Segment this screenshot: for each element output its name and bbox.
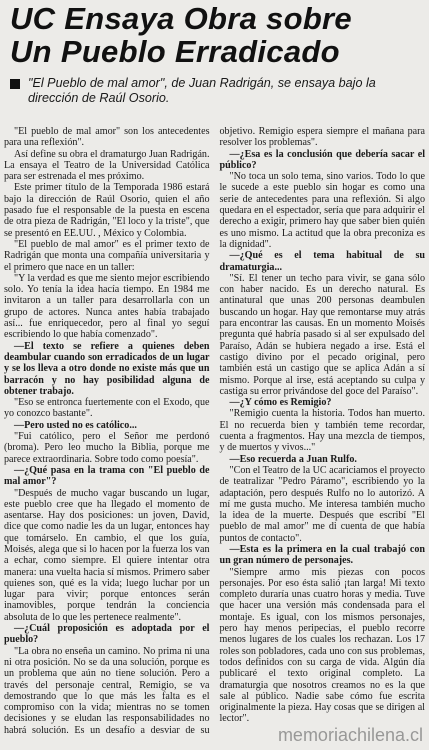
body-paragraph: "Siempre armo mis piezas con pocos personajes. Por eso ésta salió ¡tan larga! Mi texto completo duraría unas cuatro horas y media. Tuve que hacer una versión más condensada para el montaje. Es igual, con los mismos personajes, pero hay menos peripecias, el pueblo recorre menos lugares de los cuales los rechazan. Los 17 roles son pobladores, cada uno con sus problemas, todos definidos con su carga de vida. Algún día publicaré el texto original completo. La dramaturgia que nosotros creamos no es la que sale al público. Nadie sabe cómo fue escrita originalmente la pieza. Hay cosas que se dirigen al lector".: [219, 566, 425, 725]
body-paragraph: "La obra no enseña un camino. No prima ni una ni otra posición. No se da una solución, porque es un problema que aún no tiene solución. Pero a través del personaje central, Remigio, se va demostrando que lo que más les falta es el compromiso con la vida; mientras no se tomen decisiones y se eludan las responsabilidades no habrá solución. Es un desafío a desviar de su objetivo. Remigio espera siempre el mañana para resolver los problemas".: [4, 126, 425, 736]
article-body: [4, 126, 425, 742]
body-paragraph: "Remigio cuenta la historia. Todos han muerto. El no recuerda bien y también teme recordar, cuenta a fragmentos. Hay una mezcla de tiempos, y de muertos y vivos...": [219, 408, 425, 454]
body-paragraph: "El pueblo de mal amor" son los antecedentes para una reflexión".: [4, 126, 210, 149]
interview-question: —¿Qué pasa en la trama con "El pueblo de mal amor"?: [4, 464, 210, 488]
body-paragraph: "El pueblo de mal amor" es el primer texto de Radrigán que monta una compañía universitaria y el primero que nace en un taller:: [4, 238, 210, 273]
body-paragraph: "Y la verdad es que me siento mejor escribiendo solo. Yo tenía la idea hacía tiempo. En 1984 me invitaron a un taller para desarrollarla con un grupo de actores. Nunca antes había trabajado así... fue enriquecedor, pero al final yo seguí escribiendo lo que había comenzado".: [4, 272, 210, 341]
interview-question: —Esta es la primera en la cual trabajó con un gran número de personajes.: [219, 543, 425, 567]
interview-question: —¿Qué es el tema habitual de su dramaturgia...: [219, 250, 425, 273]
interview-question: —El texto se refiere a quienes deben deambular cuando son erradicados de un lugar y se los lleva a otro donde no existe más que un barracón y no hay posibilidad alguna de obtener trabajo.: [4, 340, 210, 397]
headline: [10, 2, 423, 68]
body-paragraph: "No toca un solo tema, sino varios. Todo lo que le sucede a este pueblo sin hogar es como una serie de antecedentes para una reflexión. Si algo quedara en el espectador, sería que para adquirir el derecho a exigir, primero hay que saber bien quién es uno mismo. La actitud que la obra preconiza es la dignidad".: [219, 171, 425, 250]
interview-question: —Pero usted no es católico...: [14, 419, 137, 431]
interview-question: —¿Y cómo es Remigio?: [229, 397, 332, 409]
interview-question: —¿Cuál proposición es adoptada por el pueblo?: [4, 623, 210, 646]
body-paragraph: "Fui católico, pero el Señor me perdonó (broma). Pero leo mucho la Biblia, porque me parece extraordinaria. Sobre todo como poesía".: [4, 431, 210, 465]
headline-line-1: UC Ensaya Obra sobre: [10, 1, 352, 36]
body-paragraph: "Sí. El tener un techo para vivir, se gana sólo con haber nacido. Es un derecho natural. Es antinatural que unas 200 personas deambulen buscando un hogar. Hay que remontarse muy atrás para encontrar las causas. En un momento Moisés pregunta qué habría pasado si al ser expulsado del Paraíso, Adán se hubiera negado a irse. Está el castigo divino por el pecado original, pero también está un castigo que se aplica Adán a sí mismo. Porque al irse, está aceptando su culpa y castiga su error privándose del goce del Paraíso".: [219, 272, 425, 397]
headline-line-2: Un Pueblo Erradicado: [10, 34, 340, 69]
body-paragraph: Así define su obra el dramaturgo Juan Radrigán. La ensaya el Teatro de la Universidad Católica para ser estrenada el mes próximo.: [4, 148, 210, 183]
body-paragraph: "Después de mucho vagar buscando un lugar, este pueblo cree que ha llegado el momento de asentarse. Hay dos posiciones: un joven, David, dice que como nadie les da un lugar, entonces hay que tomárselo. En cambio, el que los guía, Moisés, alega que si lo hacen por la fuerza los van a echar, como siempre. El quiere intentar otra manera: una vuelta hacia sí mismos. Primero saber quienes son, qué es la vida; luego luchar por un lugar para vivir; porque entonces serán inamovibles, porque tendrán la conciencia absoluta de lo que les pertenece realmente".: [4, 487, 210, 623]
square-bullet-icon: [10, 79, 20, 89]
body-paragraph: "Eso se entronca fuertemente con el Exodo, que yo conozco bastante".: [4, 397, 210, 420]
interview-question: —¿Esa es la conclusión que debería sacar el público?: [219, 148, 425, 171]
body-paragraph: Este primer título de la Temporada 1986 estará bajo la dirección de Raúl Osorio, quien el año pasado fue el responsable de la puesta en escena de otra pieza de Radrigán, "El loco y la triste", que se presentó en EE.UU. , México y Colombia.: [4, 182, 210, 239]
body-paragraph: "Con el Teatro de la UC acariciamos el proyecto de teatralizar "Pedro Páramo", escribiendo yo la adaptación, pero después Rulfo no lo autorizó. A mí me gusta mucho. Me interesa también mucho la idea de la muerte. Después que escribí "El pueblo de mal amor" me di cuenta de que había puntos de contacto".: [219, 464, 425, 544]
subheadline: [10, 76, 423, 106]
interview-question: —Eso recuerda a Juan Rulfo.: [229, 453, 357, 465]
subhead-text: "El Pueblo de mal amor", de Juan Radrigán, se ensaya bajo la dirección de Raúl Osorio.: [28, 76, 376, 105]
watermark: memoriachilena.cl: [277, 725, 423, 745]
